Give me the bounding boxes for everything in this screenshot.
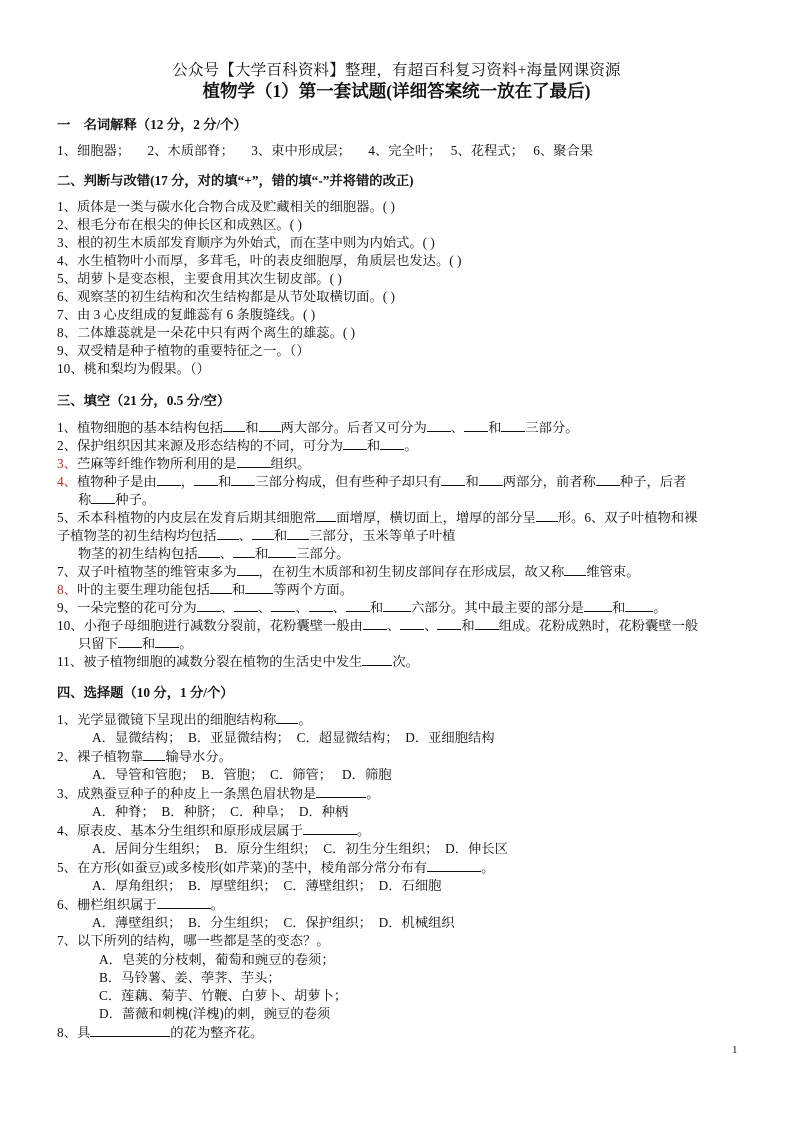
judge-item: 5、胡萝卜是变态根，主要食用其次生韧皮部。( ) xyxy=(57,271,342,286)
answer-blank[interactable] xyxy=(475,616,499,630)
answer-blank[interactable] xyxy=(245,580,273,594)
choice-q4-stem: 4、原表皮、基本分生组织和原形成层属于 。 xyxy=(57,823,371,838)
page-number: 1 xyxy=(732,1044,738,1056)
answer-blank[interactable] xyxy=(287,526,309,540)
fill-item-5: 5、禾本科植物的内皮层在发育后期其细胞常 面增厚，横切面上，增厚的部分呈 形。6、双子叶植物和裸 xyxy=(57,510,698,525)
choice-q7-option-d: D．蔷薇和刺槐(洋槐)的刺，豌豆的卷须 xyxy=(99,1006,331,1021)
answer-blank[interactable] xyxy=(252,526,274,540)
judge-item: 2、根毛分布在根尖的伸长区和成熟区。( ) xyxy=(57,217,302,232)
red-item-number: 3、 xyxy=(57,456,77,471)
judge-item: 3、根的初生木质部发育顺序为外始式，而在茎中则为内始式。( ) xyxy=(57,235,435,250)
choice-q5-options: A．厚角组织； B．厚壁组织； C．薄壁组织； D．石细胞 xyxy=(92,878,442,893)
answer-blank[interactable] xyxy=(437,616,461,630)
fill-item-10-cont: 只留下 和 。 xyxy=(78,636,193,651)
answer-blank[interactable] xyxy=(276,710,298,724)
header-note: 公众号【大学百科资料】整理，有超百科复习资料+海量网课资源 xyxy=(172,62,621,79)
answer-blank[interactable] xyxy=(596,472,620,486)
answer-blank[interactable] xyxy=(584,598,612,612)
answer-blank[interactable] xyxy=(259,418,281,432)
section-3-heading: 三、填空（21 分，0.5 分/空） xyxy=(57,393,231,408)
answer-blank[interactable] xyxy=(427,418,451,432)
answer-blank[interactable] xyxy=(309,598,333,612)
fill-item-8: 8、叶的主要生理功能包括 和 等两个方面。 xyxy=(57,582,353,597)
answer-blank[interactable] xyxy=(143,747,165,761)
answer-blank[interactable] xyxy=(237,562,259,576)
answer-blank[interactable] xyxy=(362,652,392,666)
fill-item-11: 11、被子植物细胞的减数分裂在植物的生活史中发生 次。 xyxy=(57,654,419,669)
answer-blank[interactable] xyxy=(501,418,525,432)
answer-blank[interactable] xyxy=(383,598,411,612)
term: 2、木质部脊； xyxy=(147,143,234,158)
fill-item-4-cont: 称 种子。 xyxy=(78,492,156,507)
term: 3、束中形成层； xyxy=(251,143,351,158)
answer-blank[interactable] xyxy=(625,598,653,612)
answer-blank[interactable] xyxy=(316,508,336,522)
answer-blank[interactable] xyxy=(231,472,255,486)
answer-blank[interactable] xyxy=(464,418,488,432)
red-item-number: 8、 xyxy=(57,582,77,597)
choice-q3-options: A．种脊； B．种脐； C．种阜； D．种柄 xyxy=(92,804,349,819)
answer-blank[interactable] xyxy=(343,436,367,450)
fill-item-4: 4、植物种子是由 ， 和 三部分构成，但有些种子却只有 和 两部分，前者称 种子，后者 xyxy=(57,474,687,489)
section-1-heading: 一 名词解释（12 分，2 分/个） xyxy=(57,117,247,132)
answer-blank[interactable] xyxy=(363,616,387,630)
answer-blank[interactable] xyxy=(346,598,370,612)
answer-blank[interactable] xyxy=(564,562,586,576)
answer-blank[interactable] xyxy=(233,544,255,558)
page-title: 植物学（1）第一套试题(详细答案统一放在了最后) xyxy=(202,81,591,101)
fill-item-10: 10、小孢子母细胞进行减数分裂前，花粉囊壁一般由 、 、 和 组成。花粉成熟时，花粉囊壁一般 xyxy=(57,618,699,633)
answer-blank[interactable] xyxy=(316,784,366,798)
fill-item-7: 7、双子叶植物茎的维管束多为 ，在初生木质部和初生韧皮部间存在形成层，故又称 维管束。 xyxy=(57,564,640,579)
choice-q1-options: A．显微结构； B．亚显微结构； C．超显微结构； D．亚细胞结构 xyxy=(92,730,495,745)
judge-item: 4、水生植物叶小而厚，多茸毛，叶的表皮细胞厚，角质层也发达。( ) xyxy=(57,253,462,268)
answer-blank[interactable] xyxy=(303,821,357,835)
choice-q7-option-b: B．马铃薯、姜、荸荠、芋头； xyxy=(99,970,281,985)
fill-item-6-cont: 物茎的初生结构包括 、 和 三部分。 xyxy=(78,546,350,561)
answer-blank[interactable] xyxy=(234,598,258,612)
judge-item: 1、质体是一类与碳水化合物合成及贮藏相关的细胞器。( ) xyxy=(57,199,395,214)
answer-blank[interactable] xyxy=(380,436,404,450)
answer-blank[interactable] xyxy=(118,634,142,648)
answer-blank[interactable] xyxy=(217,526,239,540)
answer-blank[interactable] xyxy=(155,634,179,648)
red-item-number: 4、 xyxy=(57,474,77,489)
choice-q6-options: A．薄壁组织； B．分生组织； C．保护组织； D．机械组织 xyxy=(92,915,455,930)
answer-blank[interactable] xyxy=(237,454,271,468)
answer-blank[interactable] xyxy=(268,544,296,558)
choice-q6-stem: 6、栅栏组织属于 。 xyxy=(57,897,225,912)
answer-blank[interactable] xyxy=(198,544,220,558)
answer-blank[interactable] xyxy=(479,472,503,486)
choice-q4-options: A．居间分生组织； B．原分生组织； C．初生分生组织； D．伸长区 xyxy=(92,841,508,856)
choice-q8-stem: 8、具 的花为整齐花。 xyxy=(57,1025,264,1040)
choice-q5-stem: 5、在方形(如蚕豆)或多棱形(如芹菜)的茎中，棱角部分常分布有 。 xyxy=(57,860,495,875)
answer-blank[interactable] xyxy=(400,616,424,630)
term: 1、细胞器； xyxy=(57,143,131,158)
fill-item-9: 9、一朵完整的花可分为 、 、 、 、 和 六部分。其中最主要的部分是 和 。 xyxy=(57,600,667,615)
choice-q2-options: A．导管和管胞； B．管胞； C．筛管； D．筛胞 xyxy=(92,767,392,782)
judge-item: 8、二体雄蕊就是一朵花中只有两个离生的雄蕊。( ) xyxy=(57,325,356,340)
answer-blank[interactable] xyxy=(157,472,181,486)
answer-blank[interactable] xyxy=(91,490,115,504)
answer-blank[interactable] xyxy=(90,1023,170,1037)
answer-blank[interactable] xyxy=(223,418,245,432)
answer-blank[interactable] xyxy=(271,598,295,612)
choice-q1-stem: 1、光学显微镜下呈现出的细胞结构称 。 xyxy=(57,712,312,727)
answer-blank[interactable] xyxy=(536,508,558,522)
answer-blank[interactable] xyxy=(210,580,232,594)
section-2-heading: 二、判断与改错(17 分，对的填“+”，错的填“-”并将错的改正) xyxy=(57,173,414,188)
answer-blank[interactable] xyxy=(157,895,211,909)
term: 5、花程式； xyxy=(450,143,524,158)
answer-blank[interactable] xyxy=(197,598,221,612)
fill-item-3: 3、苎麻等纤维作物所利用的是 组织。 xyxy=(57,456,311,471)
section-4-heading: 四、选择题（10 分，1 分/个） xyxy=(57,685,234,700)
section-1-terms xyxy=(57,142,593,160)
choice-q7-option-c: C．莲藕、菊芋、竹鞭、白萝卜、胡萝卜； xyxy=(99,988,348,1003)
answer-blank[interactable] xyxy=(194,472,218,486)
judge-item: 6、观察茎的初生结构和次生结构都是从节处取横切面。( ) xyxy=(57,289,395,304)
judge-item: 10、桃和梨均为假果。（） xyxy=(57,361,210,376)
choice-q3-stem: 3、成熟蚕豆种子的种皮上一条黑色眉状物是 。 xyxy=(57,786,380,801)
judge-item: 9、双受精是种子植物的重要特征之一。（） xyxy=(57,343,310,358)
choice-q2-stem: 2、裸子植物靠 输导水分。 xyxy=(57,749,232,764)
choice-q7-option-a: A．皂荚的分枝刺，葡萄和豌豆的卷须； xyxy=(99,952,335,967)
judge-item: 7、由 3 心皮组成的复雌蕊有 6 条腹缝线。( ) xyxy=(57,307,316,322)
fill-item-6: 子植物茎的初生结构均包括 、 和 三部分，玉米等单子叶植 xyxy=(57,528,456,543)
fill-item-2: 2、保护组织因其来源及形态结构的不同，可分为 和 。 xyxy=(57,438,418,453)
term: 4、完全叶； xyxy=(368,143,442,158)
answer-blank[interactable] xyxy=(441,472,465,486)
answer-blank[interactable] xyxy=(427,858,481,872)
fill-item-1: 1、植物细胞的基本结构包括 和 两大部分。后者又可分为 、 和 三部分。 xyxy=(57,420,579,435)
choice-q7-stem: 7、以下所列的结构，哪一些都是茎的变态？。 xyxy=(57,933,330,948)
term: 6、聚合果 xyxy=(533,143,594,158)
